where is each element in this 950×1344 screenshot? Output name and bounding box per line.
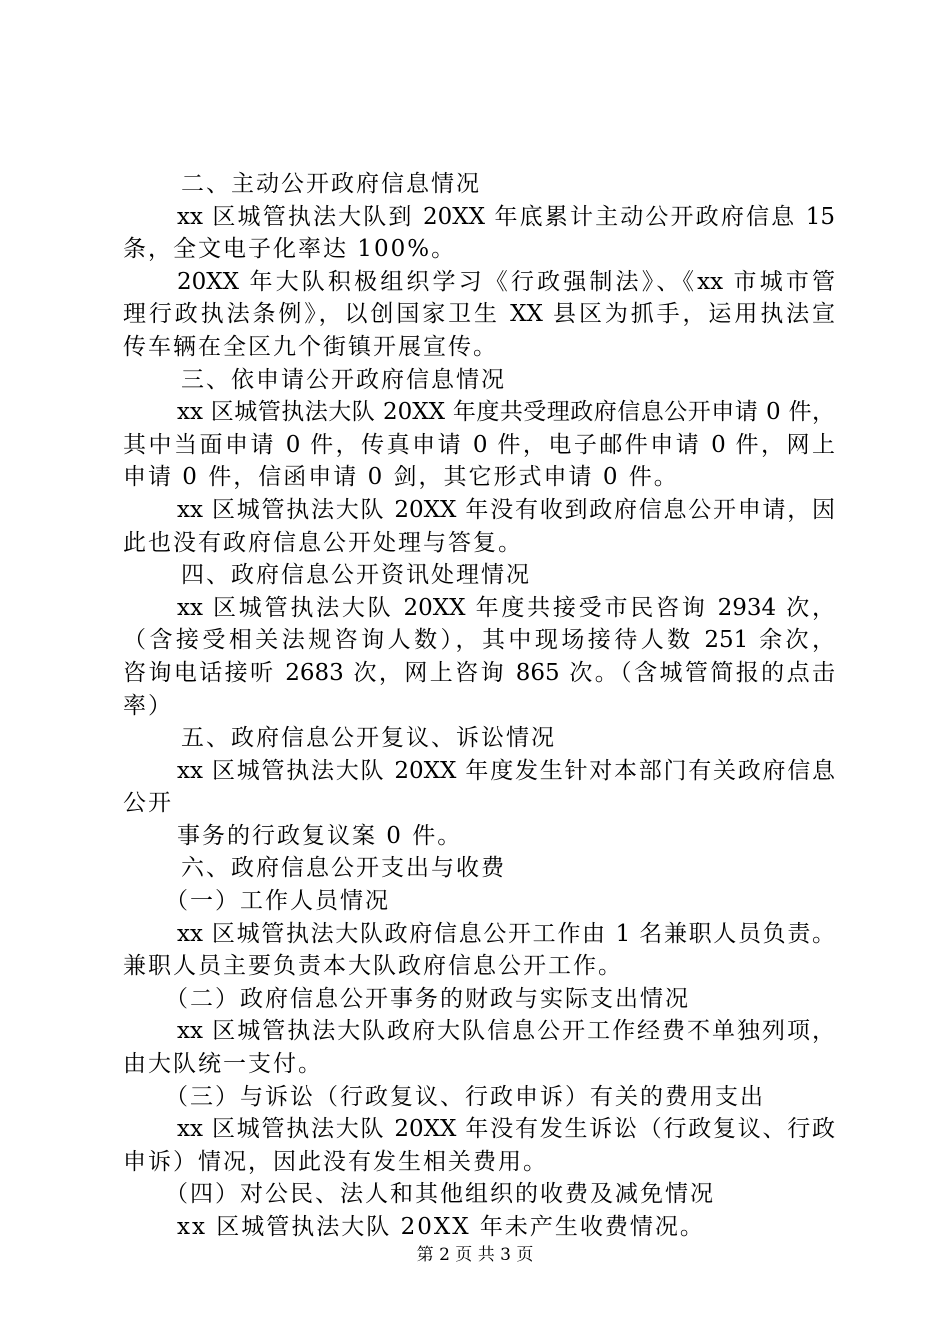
paragraph-line: xx 区城管执法大队政府信息公开工作由 1 名兼职人员负责。 (177, 920, 835, 947)
paragraph-line: 理行政执法条例》，以创国家卫生 XX 县区为抓手，运用执法宣 (123, 301, 835, 328)
paragraph-line: （含接受相关法规咨询人数），其中现场接待人数 251 余次， (123, 627, 835, 654)
paragraph-line: xx 区城管执法大队 20XX 年未产生收费情况。 (177, 1214, 705, 1240)
paragraph-line: xx 区城管执法大队 20XX 年没有发生诉讼（行政复议、行政 (177, 1116, 835, 1143)
subsection-heading: （二）政府信息公开事务的财政与实际支出情况 (165, 985, 690, 1012)
document-body (123, 168, 835, 1244)
paragraph-line: 兼职人员主要负责本大队政府信息公开工作。 (123, 953, 623, 980)
paragraph-line: 20XX 年大队积极组织学习《行政强制法》、《xx 市城市管 (177, 268, 835, 295)
paragraph-line: xx 区城管执法大队到 20XX 年底累计主动公开政府信息 15 (177, 203, 835, 230)
paragraph-line: 申诉）情况，因此没有发生相关费用。 (123, 1148, 548, 1175)
paragraph-line: 率） (123, 692, 173, 719)
paragraph-line: 事务的行政复议案 0 件。 (177, 822, 463, 849)
paragraph-line: 传车辆在全区九个街镇开展宣传。 (123, 333, 498, 360)
paragraph-line: xx 区城管执法大队 20XX 年度发生针对本部门有关政府信息 (177, 757, 835, 784)
paragraph-line: 条，全文电子化率达 100%。 (123, 236, 457, 263)
paragraph-line: 由大队统一支付。 (123, 1051, 323, 1078)
subsection-heading: （四）对公民、法人和其他组织的收费及减免情况 (165, 1181, 715, 1208)
subsection-heading: （一）工作人员情况 (165, 888, 390, 915)
paragraph-line: 公开 (123, 790, 173, 817)
paragraph-line: xx 区城管执法大队政府大队信息公开工作经费不单独列项， (177, 1018, 835, 1045)
paragraph-line: 咨询电话接听 2683 次，网上咨询 865 次。（含城管简报的点击 (123, 659, 835, 686)
paragraph-line: 此也没有政府信息公开处理与答复。 (123, 529, 523, 556)
subsection-heading: （三）与诉讼（行政复议、行政申诉）有关的费用支出 (165, 1083, 765, 1110)
section-heading: 三、依申请公开政府信息情况 (181, 366, 506, 393)
page-number-footer: 第 2 页 共 3 页 (416, 1245, 534, 1265)
paragraph-line: xx 区城管执法大队 20XX 年度共受理政府信息公开申请 0 件， (177, 399, 835, 426)
section-heading: 四、政府信息公开资讯处理情况 (181, 562, 531, 589)
paragraph-line: 其中当面申请 0 件，传真申请 0 件，电子邮件申请 0 件，网上 (123, 431, 835, 458)
paragraph-line: 申请 0 件，信函申请 0 剑，其它形式申请 0 件。 (123, 464, 679, 491)
paragraph-line: xx 区城管执法大队 20XX 年没有收到政府信息公开申请，因 (177, 496, 835, 523)
section-heading: 六、政府信息公开支出与收费 (181, 855, 506, 882)
paragraph-line: xx 区城管执法大队 20XX 年度共接受市民咨询 2934 次， (177, 594, 835, 621)
section-heading: 五、政府信息公开复议、诉讼情况 (181, 725, 556, 752)
section-heading: 二、主动公开政府信息情况 (181, 171, 481, 197)
